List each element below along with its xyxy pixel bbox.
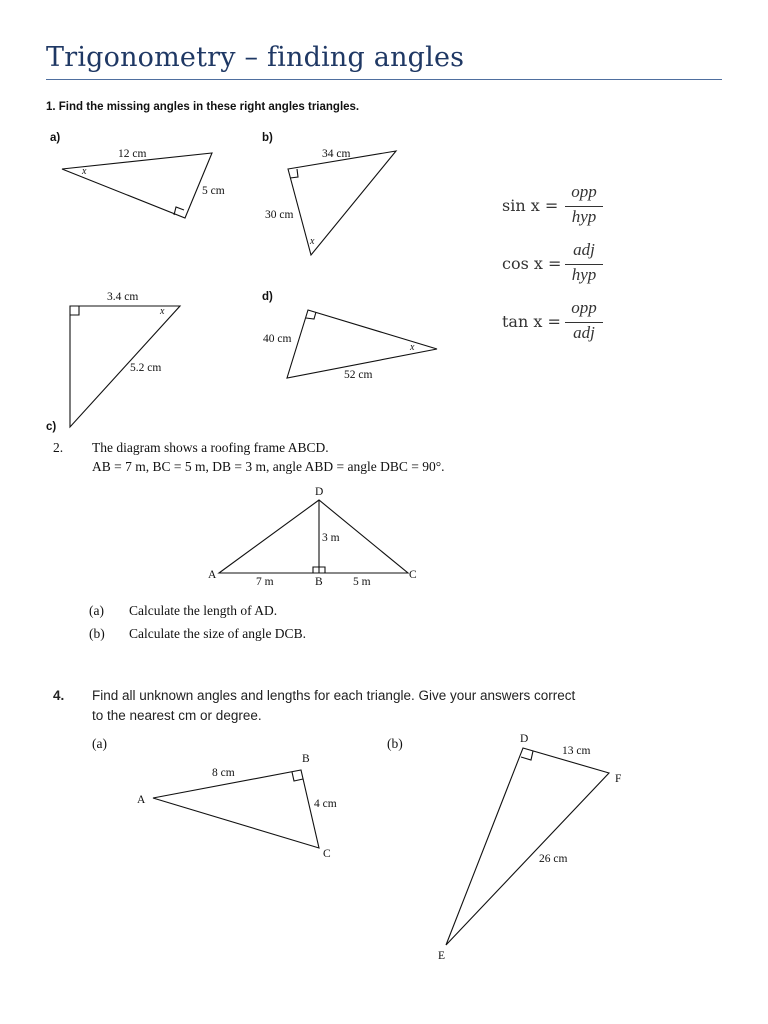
- angle-var-b: x: [310, 236, 315, 247]
- length-q4b-ef: 26 cm: [539, 853, 568, 865]
- formula-cos: [502, 240, 612, 292]
- angle-var-c: x: [160, 306, 165, 317]
- question-4-number: 4.: [53, 688, 65, 703]
- vertex-c: C: [409, 569, 417, 581]
- vertex-q4b-e: E: [438, 950, 446, 962]
- q1-label-c: c): [46, 421, 57, 433]
- q1-label-a: a): [50, 132, 61, 144]
- vertex-a: A: [208, 569, 217, 581]
- formula-sin-numerator: opp: [571, 182, 597, 201]
- vertex-q4a-a: A: [137, 794, 146, 806]
- formula-cos-lhs: cos x =: [502, 254, 562, 273]
- length-ab: 7 m: [256, 576, 274, 588]
- right-angle-mark-c: [70, 306, 79, 315]
- side-b-30cm: 30 cm: [265, 209, 294, 221]
- roof-frame: [219, 500, 408, 573]
- formula-sin-lhs: sin x =: [502, 196, 559, 215]
- formula-cos-numerator: adj: [573, 240, 595, 259]
- side-d-52cm: 52 cm: [344, 369, 373, 381]
- q1-label-d: d): [262, 291, 273, 303]
- question-4-part-b-label: (b): [387, 736, 403, 751]
- page-title: Trigonometry – finding angles: [46, 42, 465, 73]
- side-a-12cm: 12 cm: [118, 148, 147, 160]
- triangle-d: [287, 310, 437, 378]
- triangle-c: [70, 306, 180, 427]
- formula-tan: [502, 298, 612, 350]
- side-c-3-4cm: 3.4 cm: [107, 291, 139, 303]
- right-angle-mark-b: [290, 169, 298, 178]
- angle-var-d: x: [410, 342, 415, 353]
- formula-sin-denominator: hyp: [571, 207, 597, 226]
- triangle-a: [62, 153, 212, 218]
- formula-sin: [502, 182, 612, 234]
- length-db: 3 m: [322, 532, 340, 544]
- triangle-q4b: [446, 748, 609, 945]
- triangle-q4a: [153, 770, 319, 848]
- question-4-part-a-label: (a): [92, 736, 107, 751]
- formula-cos-denominator: hyp: [571, 265, 597, 284]
- q1-label-b: b): [262, 132, 273, 144]
- formula-tan-denominator: adj: [573, 323, 595, 342]
- question-2-line-1: The diagram shows a roofing frame ABCD.: [92, 440, 329, 455]
- question-2-part-b-text: Calculate the size of angle DCB.: [129, 626, 306, 641]
- length-q4a-ab: 8 cm: [212, 767, 235, 779]
- question-2-part-b-label: (b): [89, 626, 105, 641]
- question-2-number: 2.: [53, 440, 64, 455]
- vertex-q4a-c: C: [323, 848, 331, 860]
- question-4-line-2: to the nearest cm or degree.: [92, 708, 262, 723]
- vertex-d: D: [315, 486, 324, 498]
- question-2-part-a-text: Calculate the length of AD.: [129, 603, 278, 618]
- question-2-line-2: AB = 7 m, BC = 5 m, DB = 3 m, angle ABD = angle DBC = 90°.: [92, 459, 445, 474]
- vertex-q4b-d: D: [520, 733, 529, 745]
- angle-var-a: x: [82, 166, 87, 177]
- vertex-b: B: [315, 576, 323, 588]
- formula-tan-lhs: tan x =: [502, 312, 561, 331]
- side-b-34cm: 34 cm: [322, 148, 351, 160]
- question-4-line-1: Find all unknown angles and lengths for each triangle. Give your answers correct: [92, 688, 576, 703]
- length-bc: 5 m: [353, 576, 371, 588]
- vertex-q4b-f: F: [615, 773, 622, 785]
- length-q4a-bc: 4 cm: [314, 798, 337, 810]
- side-a-5cm: 5 cm: [202, 185, 225, 197]
- right-angle-mark-q4b: [521, 751, 533, 760]
- question-1-heading: 1. Find the missing angles in these right angles triangles.: [46, 101, 360, 113]
- length-q4b-df: 13 cm: [562, 745, 591, 757]
- side-c-5-2cm: 5.2 cm: [130, 362, 162, 374]
- vertex-q4a-b: B: [302, 753, 310, 765]
- triangle-b: [288, 151, 396, 255]
- formula-tan-numerator: opp: [571, 298, 597, 317]
- side-d-40cm: 40 cm: [263, 333, 292, 345]
- question-2-part-a-label: (a): [89, 603, 104, 618]
